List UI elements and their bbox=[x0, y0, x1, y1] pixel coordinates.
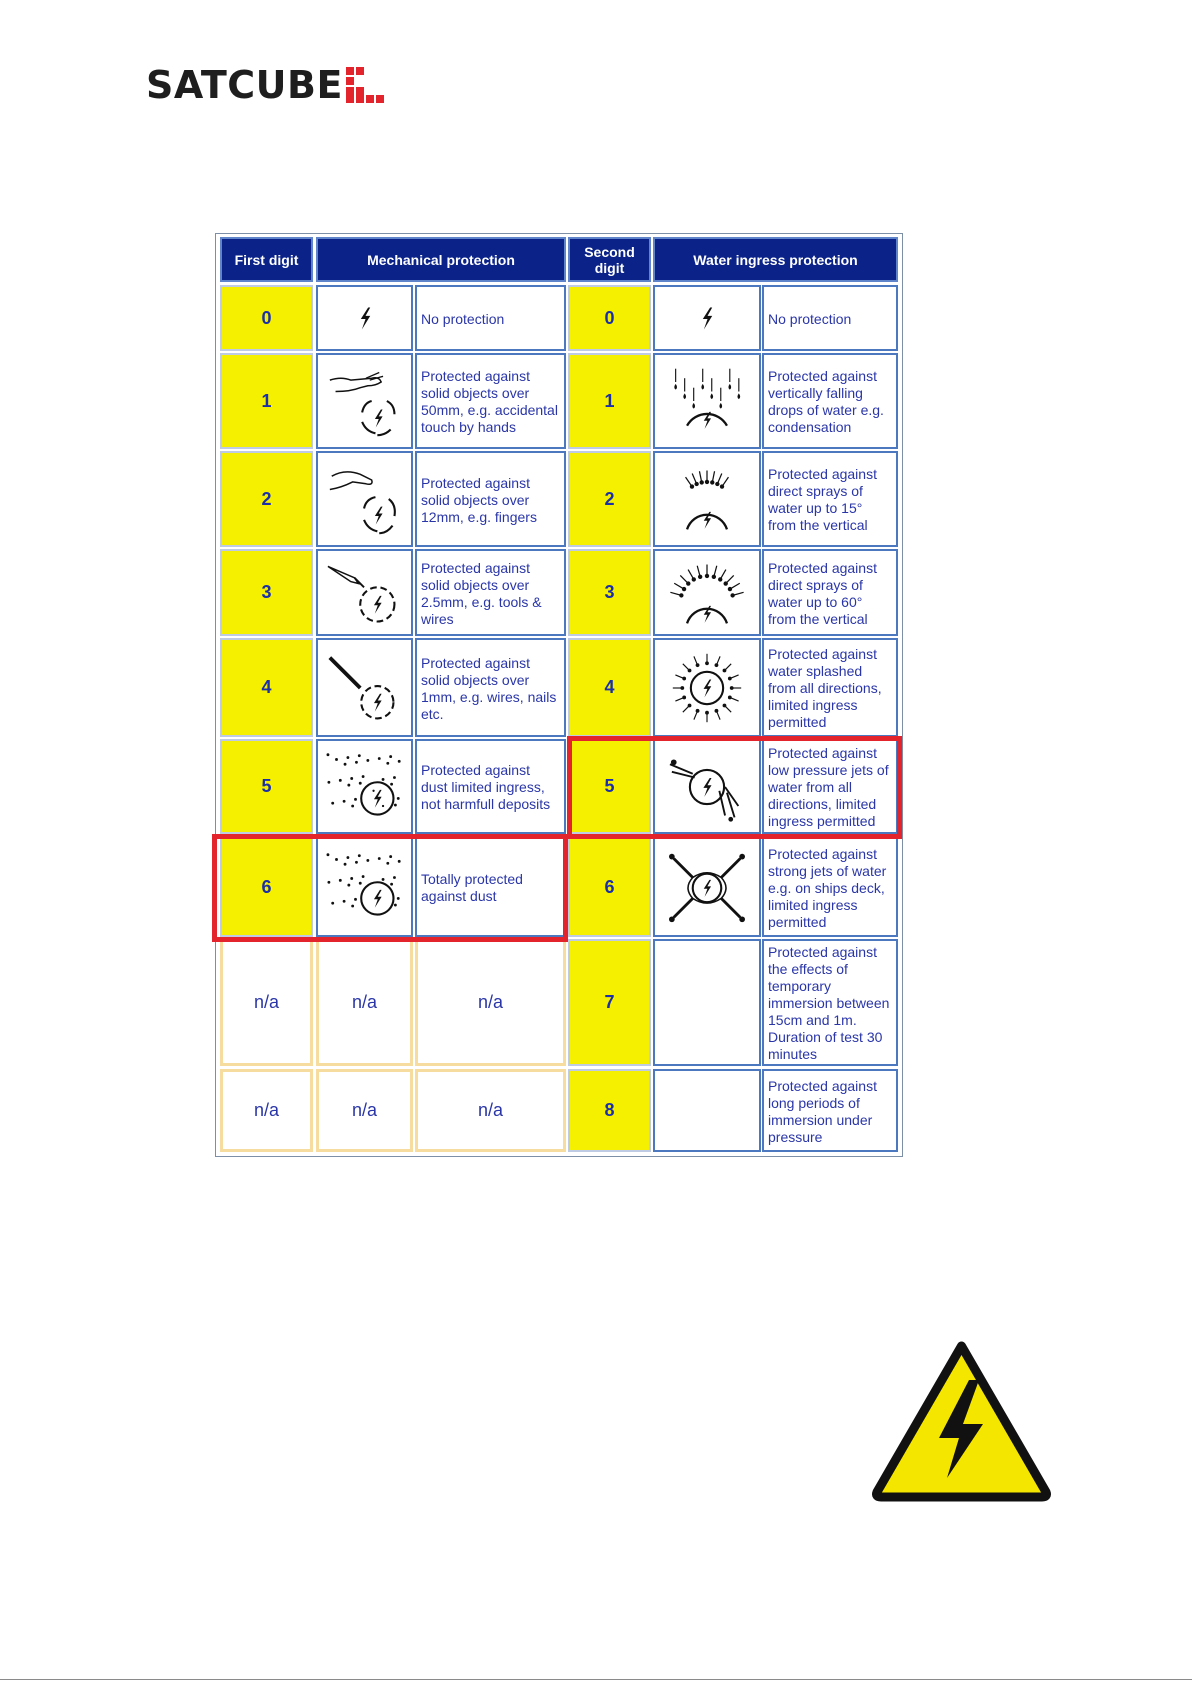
header-water bbox=[653, 237, 898, 282]
row-1-first-digit bbox=[220, 353, 313, 449]
row-0-first-digit bbox=[220, 285, 313, 351]
row-6-mech-desc bbox=[415, 837, 566, 937]
row-1-mech-icon bbox=[316, 353, 413, 449]
row-8-second-digit bbox=[568, 1069, 651, 1152]
na-text: n/a bbox=[351, 992, 378, 1012]
row-1-mech-desc bbox=[415, 353, 566, 449]
dust-limited-icon bbox=[322, 749, 408, 825]
digit-value: 4 bbox=[604, 677, 615, 697]
spray-15-icon bbox=[664, 461, 750, 537]
row-7-water-desc bbox=[762, 939, 898, 1066]
description-text: Protected against solid objects over 50mm, e.g. accidental touch by hands bbox=[421, 368, 558, 435]
digit-value: 6 bbox=[261, 876, 272, 897]
description-text: Protected against strong jets of water e.g. on ships deck, limited ingress permitted bbox=[768, 845, 887, 930]
row-6-first-digit bbox=[220, 837, 313, 937]
row-4-water-desc bbox=[762, 638, 898, 737]
satcube-logo bbox=[146, 63, 384, 107]
digit-value: 1 bbox=[604, 390, 615, 411]
header-label: Mechanical protection bbox=[367, 251, 515, 268]
row-8-mech-icon bbox=[316, 1069, 413, 1152]
row-0-mech-desc bbox=[415, 285, 566, 351]
row-3-mech-icon bbox=[316, 549, 413, 636]
header-label: Water ingress protection bbox=[693, 251, 858, 268]
row-4-first-digit bbox=[220, 638, 313, 737]
low-pressure-jets-icon bbox=[664, 749, 750, 825]
digit-value: 3 bbox=[604, 582, 615, 602]
description-text: Protected against vertically falling drops of water e.g. condensation bbox=[768, 368, 884, 435]
row-2-mech-icon bbox=[316, 451, 413, 547]
row-0-second-digit bbox=[568, 285, 651, 351]
row-5-mech-icon bbox=[316, 739, 413, 834]
description-text: Protected against dust limited ingress, not harmfull deposits bbox=[421, 762, 551, 812]
digit-value: 6 bbox=[604, 876, 615, 897]
row-7-mech-desc bbox=[415, 939, 566, 1066]
row-4-mech-icon bbox=[316, 638, 413, 737]
logo-text: SATCUBE bbox=[146, 63, 343, 107]
description-text: Protected against low pressure jets of water from all directions, limited ingress permitted bbox=[768, 745, 889, 829]
description-text: Protected against direct sprays of water up to 60° from the vertical bbox=[768, 559, 877, 627]
ip-rating-table bbox=[215, 233, 903, 1157]
digit-value: 7 bbox=[604, 992, 615, 1012]
finger-icon bbox=[322, 461, 408, 537]
row-5-second-digit bbox=[568, 739, 651, 834]
description-text: Protected against direct sprays of water up to 15° from the vertical bbox=[768, 466, 877, 533]
row-7-first-digit bbox=[220, 939, 313, 1066]
description-text: Protected against long periods of immersion under pressure bbox=[768, 1077, 877, 1145]
digit-value: 1 bbox=[261, 390, 272, 411]
tool-icon bbox=[322, 555, 408, 631]
row-5-first-digit bbox=[220, 739, 313, 834]
high-voltage-warning-icon bbox=[871, 1340, 1052, 1502]
row-3-first-digit bbox=[220, 549, 313, 636]
row-3-water-icon bbox=[653, 549, 761, 636]
description-text: No protection bbox=[421, 310, 505, 327]
row-1-water-icon bbox=[653, 353, 761, 449]
digit-value: 3 bbox=[261, 582, 272, 602]
digit-value: 2 bbox=[261, 488, 272, 509]
description-text: Protected against solid objects over 1mm, e.g. wires, nails etc. bbox=[421, 654, 557, 722]
description-text: Totally protected against dust bbox=[421, 871, 523, 904]
dust-tight-icon bbox=[322, 849, 408, 925]
description-text: Protected against water splashed from all directions, limited ingress permitted bbox=[768, 646, 882, 730]
na-text: n/a bbox=[477, 992, 504, 1012]
row-4-water-icon bbox=[653, 638, 761, 737]
logo-dots-icon bbox=[346, 67, 384, 103]
header-label: Second digit bbox=[584, 243, 635, 276]
header-second-digit bbox=[568, 237, 651, 282]
row-3-mech-desc bbox=[415, 549, 566, 636]
digit-value: 5 bbox=[604, 776, 615, 796]
digit-value: 0 bbox=[604, 307, 615, 328]
digit-value: 0 bbox=[261, 307, 272, 328]
page-footer-rule bbox=[0, 1679, 1192, 1680]
spray-60-icon bbox=[664, 555, 750, 631]
header-first-digit bbox=[220, 237, 313, 282]
bolt-icon bbox=[664, 285, 750, 351]
na-text: n/a bbox=[253, 992, 280, 1012]
row-2-mech-desc bbox=[415, 451, 566, 547]
header-mechanical bbox=[316, 237, 566, 282]
row-6-mech-icon bbox=[316, 837, 413, 937]
row-2-first-digit bbox=[220, 451, 313, 547]
row-2-water-desc bbox=[762, 451, 898, 547]
row-8-water-desc bbox=[762, 1069, 898, 1152]
row-2-second-digit bbox=[568, 451, 651, 547]
row-5-water-icon bbox=[653, 739, 761, 834]
row-4-mech-desc bbox=[415, 638, 566, 737]
row-3-water-desc bbox=[762, 549, 898, 636]
description-text: No protection bbox=[768, 310, 852, 327]
hand-touch-icon bbox=[322, 363, 408, 439]
digit-value: 8 bbox=[604, 1100, 615, 1120]
description-text: Protected against solid objects over 2.5mm, e.g. tools & wires bbox=[421, 559, 542, 627]
description-text: Protected against the effects of temporary immersion between 15cm and 1m. Duration of test 30 minutes bbox=[768, 944, 890, 1062]
row-0-water-desc bbox=[762, 285, 898, 351]
row-0-water-icon bbox=[653, 285, 761, 351]
header-label: First digit bbox=[234, 251, 299, 268]
row-2-water-icon bbox=[653, 451, 761, 547]
row-8-mech-desc bbox=[415, 1069, 566, 1152]
row-0-mech-icon bbox=[316, 285, 413, 351]
row-5-mech-desc bbox=[415, 739, 566, 834]
row-1-water-desc bbox=[762, 353, 898, 449]
splash-all-icon bbox=[664, 650, 750, 726]
wire-icon bbox=[322, 650, 408, 726]
row-8-first-digit bbox=[220, 1069, 313, 1152]
digit-value: 4 bbox=[261, 677, 272, 697]
row-5-water-desc bbox=[762, 739, 898, 834]
na-text: n/a bbox=[351, 1100, 378, 1120]
digit-value: 5 bbox=[261, 776, 272, 796]
row-1-second-digit bbox=[568, 353, 651, 449]
row-6-second-digit bbox=[568, 837, 651, 937]
na-text: n/a bbox=[477, 1100, 504, 1120]
na-text: n/a bbox=[253, 1100, 280, 1120]
strong-jets-icon bbox=[664, 849, 750, 925]
row-7-mech-icon bbox=[316, 939, 413, 1066]
bolt-icon bbox=[322, 285, 408, 351]
row-7-water-icon bbox=[653, 939, 761, 1066]
description-text: Protected against solid objects over 12mm, e.g. fingers bbox=[421, 474, 537, 525]
vertical-drops-icon bbox=[664, 363, 750, 439]
digit-value: 2 bbox=[604, 488, 615, 509]
row-3-second-digit bbox=[568, 549, 651, 636]
row-4-second-digit bbox=[568, 638, 651, 737]
row-8-water-icon bbox=[653, 1069, 761, 1152]
row-6-water-icon bbox=[653, 837, 761, 937]
row-6-water-desc bbox=[762, 837, 898, 937]
row-7-second-digit bbox=[568, 939, 651, 1066]
